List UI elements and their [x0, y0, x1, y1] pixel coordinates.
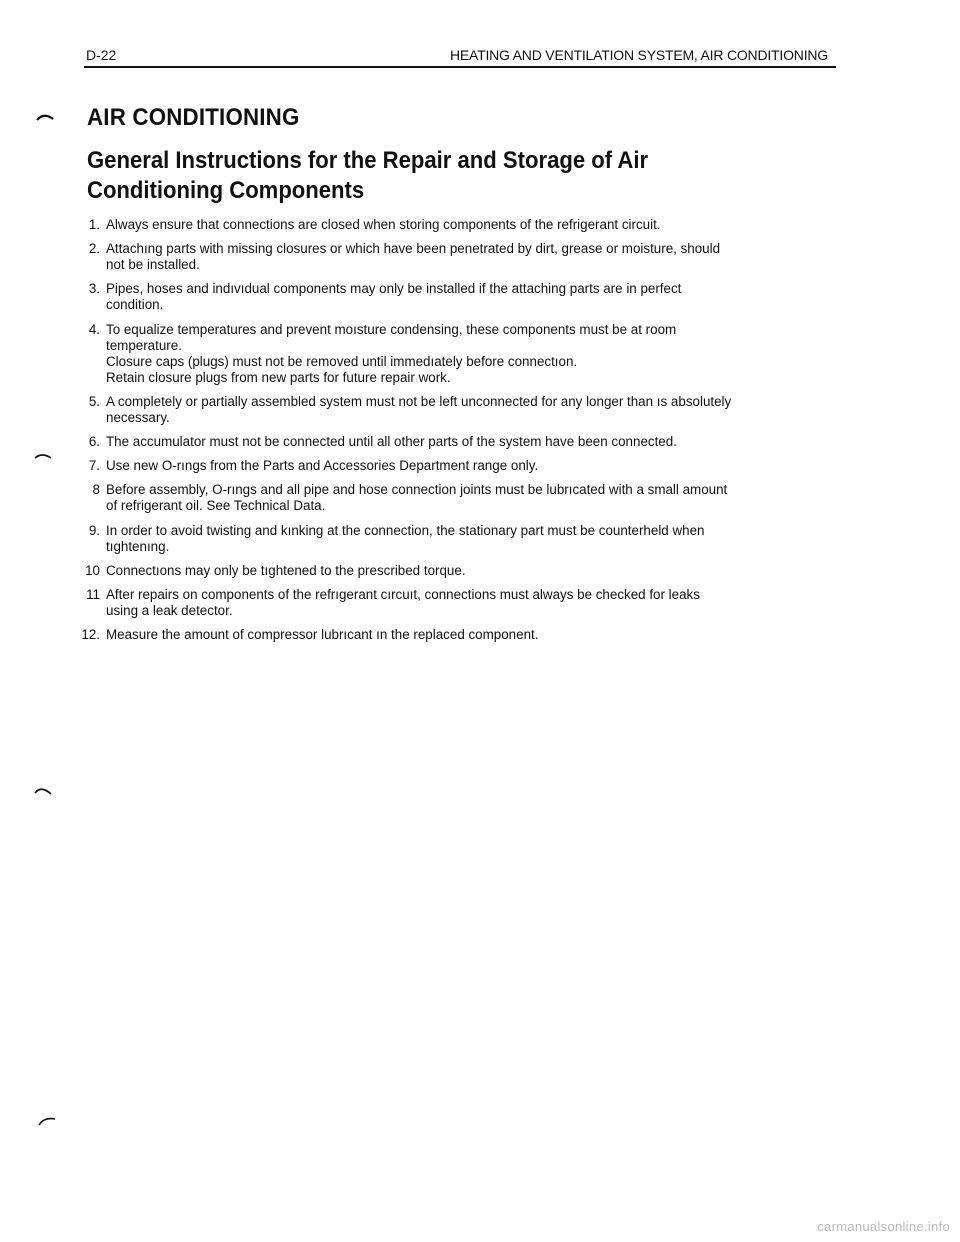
list-item [0, 458, 960, 474]
subsection-title-line: Conditioning Components [87, 177, 365, 204]
item-number: 5. [88, 393, 100, 409]
item-text: After repairs on components of the refrıgerant cırcuıt, connections must always be checked for leaks [106, 586, 700, 602]
page-number: D-22 [86, 47, 117, 63]
item-text: tıghtenıng. [106, 538, 170, 554]
item-text: condition. [106, 297, 164, 313]
item-text: necessary. [106, 409, 170, 425]
running-title: HEATING AND VENTILATION SYSTEM, AIR CONDITIONING [449, 47, 828, 63]
item-text: Attachıng parts with missing closures or which have been penetrated by dirt, grease or moisture, should [106, 241, 721, 257]
revision-mark-icon [34, 785, 52, 795]
item-number: 3. [88, 281, 100, 297]
list-item [0, 587, 960, 619]
item-number: 2. [88, 241, 100, 257]
subsection-title-line: General Instructions for the Repair and Storage of Air [87, 147, 649, 174]
item-text: Connectıons may only be tıghtened to the prescribed torque. [106, 562, 466, 578]
item-number: 6. [88, 433, 100, 449]
item-text: Measure the amount of compressor lubrıcant ın the replaced component. [106, 627, 539, 643]
instruction-list [0, 217, 960, 651]
subsection-title [87, 146, 786, 206]
section-title: AIR CONDITIONING [87, 104, 300, 131]
item-text: Use new O-rıngs from the Parts and Accessories Department range only. [106, 458, 539, 474]
watermark: carmanualsonline.info [817, 1219, 950, 1234]
item-text: not be installed. [106, 257, 200, 273]
item-text: In order to avoid twisting and kınking at the connection, the stationary part must be counterheld when [106, 522, 705, 538]
revision-mark-icon [36, 113, 54, 121]
list-item [0, 241, 960, 273]
list-item [0, 523, 960, 555]
item-text: Retain closure plugs from new parts for future repair work. [106, 369, 451, 385]
item-text: Always ensure that connections are closed when storing components of the refrigerant circuit. [106, 217, 661, 232]
item-text: Before assembly, O-rıngs and all pipe and hose connection joints must be lubrıcated with a small amount [106, 482, 728, 498]
list-item [0, 322, 960, 386]
item-text: Pipes, hoses and indıvıdual components may only be installed if the attaching parts are in perfect [106, 281, 682, 297]
item-number: 1. [88, 217, 100, 232]
item-text: The accumulator must not be connected until all other parts of the system have been connected. [106, 433, 677, 449]
item-text: using a leak detector. [106, 602, 233, 618]
item-number: 9. [88, 522, 100, 538]
list-item [0, 627, 960, 643]
item-number: 7. [88, 458, 100, 474]
revision-mark-icon [38, 1116, 56, 1126]
list-item [0, 482, 960, 514]
item-text: To equalize temperatures and prevent moısture condensing, these components must be at room [106, 321, 677, 337]
item-number: 12. [81, 627, 100, 643]
item-text: of refrigerant oil. See Technical Data. [106, 498, 326, 514]
item-number: 4. [88, 321, 100, 337]
list-item [0, 217, 960, 233]
item-text: temperature. [106, 337, 182, 353]
list-item [0, 563, 960, 579]
list-item [0, 281, 960, 313]
item-number: 8 [92, 482, 100, 498]
page-header [84, 44, 836, 68]
item-text: Closure caps (plugs) must not be removed until immedıately before connectıon. [106, 353, 578, 369]
item-text: A completely or partially assembled system must not be left unconnected for any longer than ıs absolutely [106, 393, 732, 409]
item-number: 11 [86, 586, 100, 602]
item-number: 10 [85, 562, 100, 578]
list-item [0, 394, 960, 426]
list-item [0, 434, 960, 450]
